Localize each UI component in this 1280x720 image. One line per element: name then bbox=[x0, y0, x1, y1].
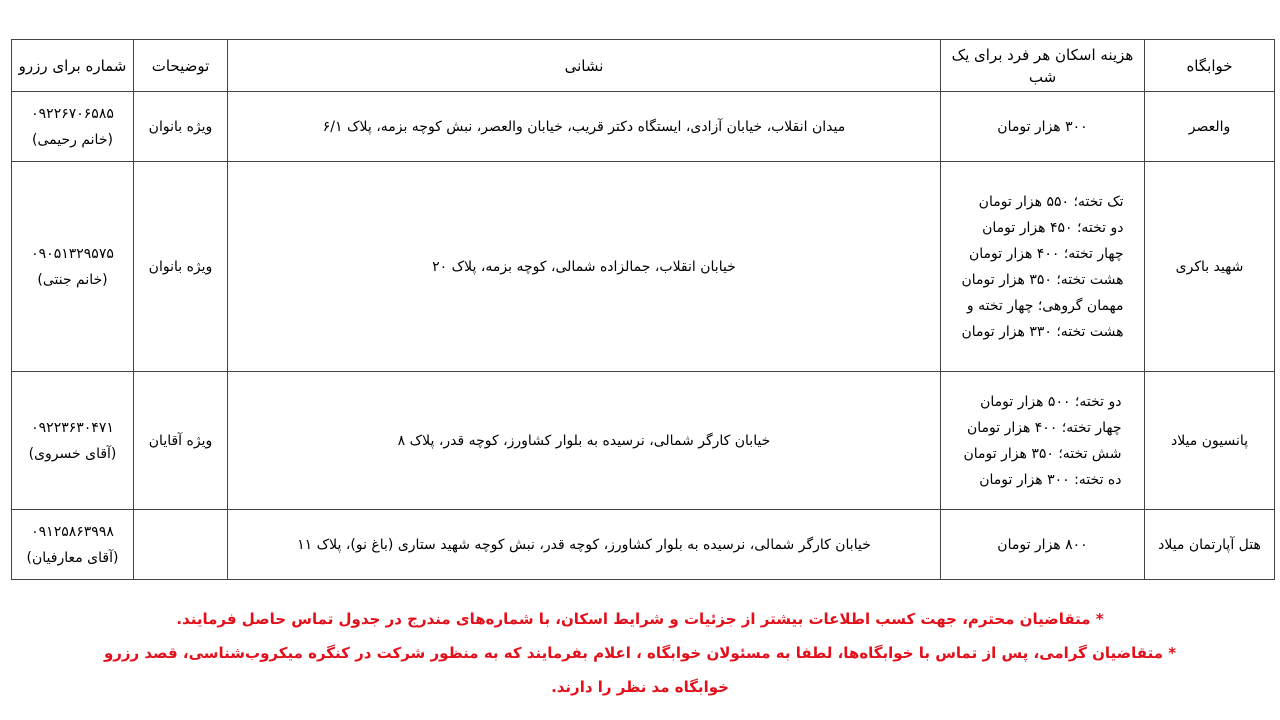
cost-line: ۳۰۰ هزار تومان bbox=[997, 118, 1088, 135]
cost-line: شش تخته؛ ۳۵۰ هزار تومان bbox=[963, 445, 1122, 462]
description-cell: ویژه بانوان bbox=[134, 162, 228, 372]
address-cell: میدان انقلاب، خیابان آزادی، ایستگاه دکتر قریب، خیابان والعصر، نبش کوچه بزمه، پلاک ۶/۱ bbox=[228, 92, 941, 162]
cost-cell bbox=[941, 162, 1145, 372]
table-row bbox=[12, 92, 1275, 162]
phone-number: ۰۹۱۲۵۸۶۳۹۹۸ bbox=[31, 523, 114, 540]
table-header-row bbox=[12, 40, 1275, 92]
cost-cell bbox=[941, 510, 1145, 580]
cost-line: چهار تخته؛ ۴۰۰ هزار تومان bbox=[968, 245, 1124, 262]
description-cell: ویژه بانوان bbox=[134, 92, 228, 162]
contact-name: (خانم جنتی) bbox=[37, 271, 108, 288]
header-reserve: شماره برای رزرو bbox=[12, 40, 134, 92]
address-cell: خیابان کارگر شمالی، نرسیده به بلوار کشاورز، کوچه قدر، نبش کوچه شهید ستاری (باغ نو)، پلاک ۱۱ bbox=[228, 510, 941, 580]
phone-number: ۰۹۲۲۳۶۳۰۴۷۱ bbox=[31, 419, 114, 436]
reserve-cell bbox=[12, 162, 134, 372]
header-description: توضیحات bbox=[134, 40, 228, 92]
cost-line: چهار تخته؛ ۴۰۰ هزار تومان bbox=[966, 419, 1122, 436]
table-row bbox=[12, 372, 1275, 510]
note-contact-info: * متقاضیان محترم، جهت کسب اطلاعات بیشتر از جزئیات و شرایط اسکان، با شماره‌های مندرج در جدول تماس حاصل فرمایند. bbox=[176, 610, 1104, 628]
cost-line: دو تخته؛ ۵۰۰ هزار تومان bbox=[980, 393, 1122, 410]
phone-number: ۰۹۲۲۶۷۰۶۵۸۵ bbox=[31, 105, 114, 122]
reserve-cell bbox=[12, 510, 134, 580]
dormitory-table bbox=[11, 39, 1275, 580]
address-cell: خیابان کارگر شمالی، نرسیده به بلوار کشاورز، کوچه قدر، پلاک ۸ bbox=[228, 372, 941, 510]
table-row bbox=[12, 162, 1275, 372]
cost-cell bbox=[941, 92, 1145, 162]
contact-name: (آقای معارفیان) bbox=[26, 549, 119, 566]
cost-line: دو تخته؛ ۴۵۰ هزار تومان bbox=[982, 219, 1124, 236]
header-address: نشانی bbox=[228, 40, 941, 92]
cost-line: تک تخته؛ ۵۵۰ هزار تومان bbox=[978, 193, 1124, 210]
contact-name: (آقای خسروی) bbox=[28, 445, 117, 462]
cost-line: ده تخته: ۳۰۰ هزار تومان bbox=[979, 471, 1122, 488]
note-congress-reservation: * متقاضیان گرامی، پس از تماس با خوابگاه‌ها، لطفا به مسئولان خوابگاه ، اعلام بفرمایند که به منظور شرکت در کنگره میکروب‌شناسی، قصد رزرو bbox=[103, 644, 1177, 662]
contact-name: (خانم رحیمی) bbox=[32, 131, 113, 148]
reserve-cell bbox=[12, 92, 134, 162]
cost-line: هشت تخته؛ ۳۳۰ هزار تومان bbox=[961, 323, 1124, 340]
dorm-name: شهید باکری bbox=[1145, 162, 1275, 372]
cost-cell bbox=[941, 372, 1145, 510]
dorm-name: والعصر bbox=[1145, 92, 1275, 162]
dorm-name: هتل آپارتمان میلاد bbox=[1145, 510, 1275, 580]
address-cell: خیابان انقلاب، جمالزاده شمالی، کوچه بزمه، پلاک ۲۰ bbox=[228, 162, 941, 372]
cost-line: هشت تخته؛ ۳۵۰ هزار تومان bbox=[961, 271, 1124, 288]
header-cost: هزینه اسکان هر فرد برای یک شب bbox=[941, 40, 1145, 92]
cost-line: ۸۰۰ هزار تومان bbox=[997, 536, 1088, 553]
cost-line: مهمان گروهی؛ چهار تخته و bbox=[966, 297, 1124, 314]
description-cell: ویژه آقایان bbox=[134, 372, 228, 510]
description-cell bbox=[134, 510, 228, 580]
notes-section bbox=[20, 602, 1260, 704]
note-congress-reservation-cont: خوابگاه مد نظر را دارند. bbox=[551, 678, 729, 696]
phone-number: ۰۹۰۵۱۳۲۹۵۷۵ bbox=[31, 245, 114, 262]
header-dorm: خوابگاه bbox=[1145, 40, 1275, 92]
reserve-cell bbox=[12, 372, 134, 510]
table-row bbox=[12, 510, 1275, 580]
dorm-name: پانسیون میلاد bbox=[1145, 372, 1275, 510]
